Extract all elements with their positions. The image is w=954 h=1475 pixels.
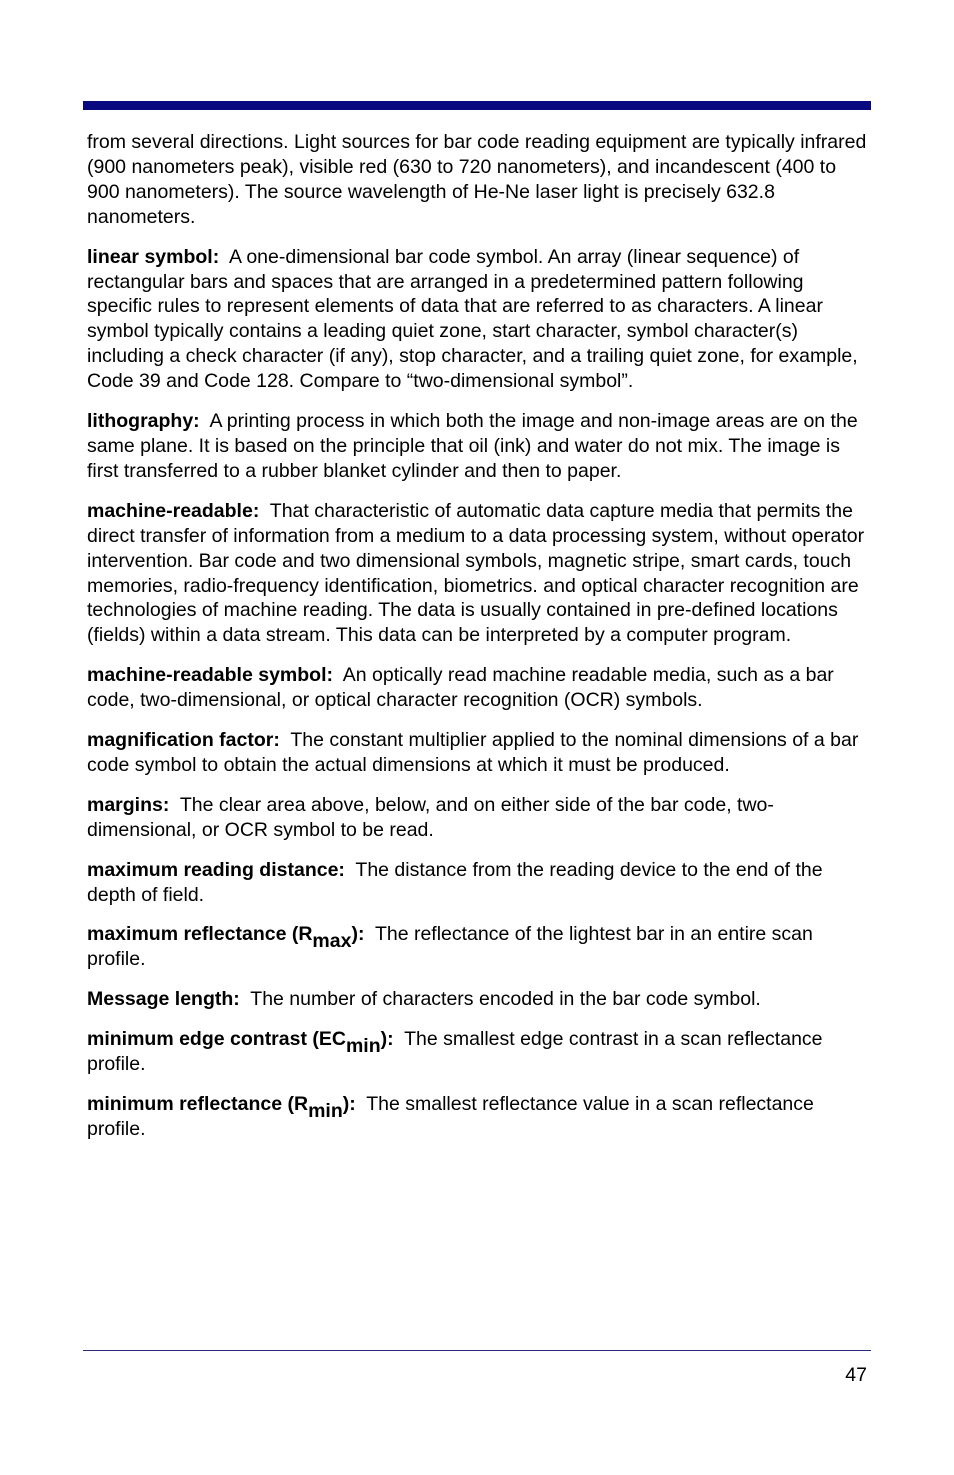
glossary-entry [87,1027,869,1077]
term-subscript: max [312,930,352,953]
entry-definition: A one-dimensional bar code symbol. An array (linear sequence) of rectangular bars and spaces that are arranged in a predetermined pattern following specific rules to represent elements of data that are referred to as characters. A linear symbol typically contains a leading quiet zone, start character, symbol character(s) including a check character (if any), stop character, and a trailing quiet zone, for example, Code 39 and Code 128. Compare to “two-dimensional symbol”. [87,245,858,393]
page-number: 47 [845,1364,867,1386]
glossary-entry [87,858,869,908]
entry-term: linear symbol: [87,245,220,268]
entry-term: machine-readable symbol: [87,664,333,687]
glossary-entry [87,663,869,713]
glossary-entry [87,987,869,1012]
entry-definition: The number of characters encoded in the bar code symbol. [250,988,761,1011]
term-subscript: min [308,1100,343,1122]
entry-definition: The smallest reflectance value in a scan reflectance profile. [87,1093,814,1140]
glossary-entry [87,245,869,394]
entry-term: margins: [87,793,170,816]
entry-definition: The reflectance of the lightest bar in an entire scan profile. [87,923,813,971]
glossary-entry [87,499,869,648]
entry-term: maximum reading distance: [87,858,345,881]
header-rule [83,101,871,110]
glossary-body [87,130,869,1157]
entry-definition: The smallest edge contrast in a scan reflectance profile. [87,1028,823,1076]
entry-term: lithography: [87,410,200,433]
term-subscript: min [345,1035,381,1058]
entry-definition: The constant multiplier applied to the nominal dimensions of a bar code symbol to obtain the actual dimensions at which it must be produced. [87,729,859,776]
glossary-entry [87,793,869,843]
glossary-entry [87,409,869,484]
entry-definition: That characteristic of automatic data capture media that permits the direct transfer of information from a medium to a data processing system, without operator intervention. Bar code and two dimensional symbols, magnetic stripe, smart cards, touch memories, radio-frequency identification, biometrics. and optical character recognition are technologies of machine reading. The data is usually contained in pre-defined locations (fields) within a data stream. This data can be interpreted by a computer program. [87,499,865,647]
entry-definition: An optically read machine readable media, such as a bar code, two-dimensional, or optical character recognition (OCR) symbols. [87,664,834,712]
glossary-entry [87,1092,869,1142]
glossary-entry [87,922,869,972]
entry-definition: A printing process in which both the image and non-image areas are on the same plane. It is based on the principle that oil (ink) and water do not mix. The image is first transferred to a rubber blanket cylinder and then to paper. [87,410,858,482]
entry-term: minimum edge contrast (ECmin): [87,1028,394,1058]
footer-rule [83,1350,871,1351]
entry-term: maximum reflectance (Rmax): [87,923,365,953]
entry-definition: The clear area above, below, and on either side of the bar code, two-dimensional, or OCR symbol to be read. [87,793,774,841]
entry-term: Message length: [87,988,240,1011]
glossary-entry [87,728,869,778]
entry-term: machine-readable: [87,499,260,522]
intro-paragraph: from several directions. Light sources for bar code reading equipment are typically infrared (900 nanometers peak), visible red (630 to 720 nanometers), and incandescent (400 to 900 nanometers). The source wavelength of He-Ne laser light is precisely 632.8 nanometers. [87,131,867,228]
entry-term: magnification factor: [87,729,280,752]
entry-definition: The distance from the reading device to the end of the depth of field. [87,858,823,906]
entry-term: minimum reflectance (Rmin): [87,1093,356,1122]
